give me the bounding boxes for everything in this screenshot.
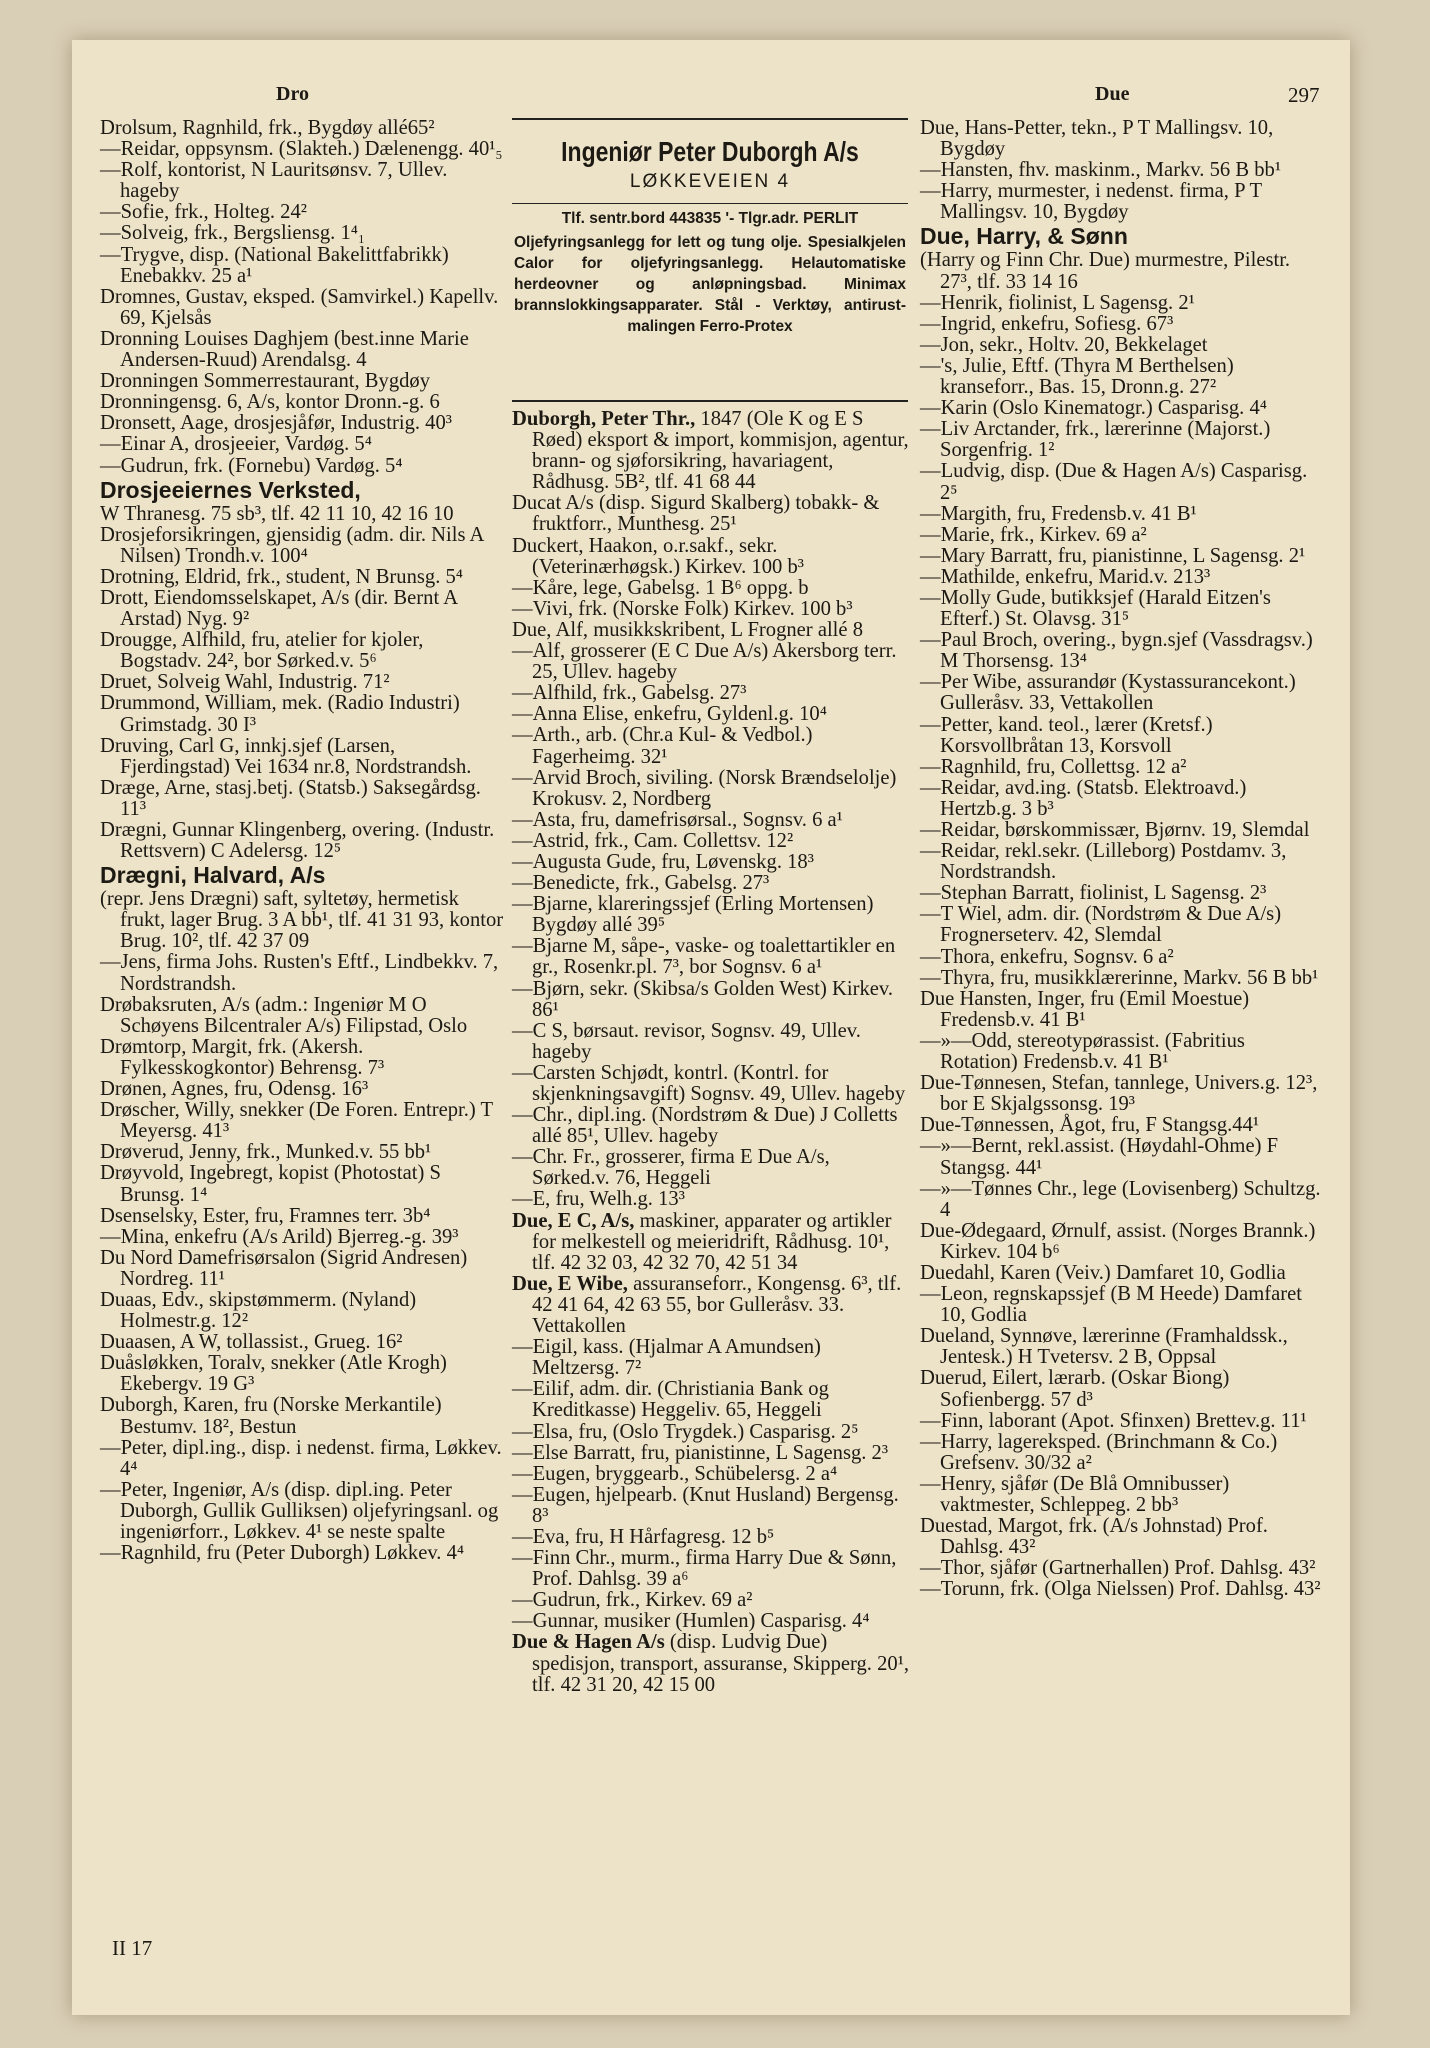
directory-entry: —Ludvig, disp. (Due & Hagen A/s) Casparisg. 2⁵ — [920, 460, 1308, 504]
directory-entry: Duborgh, Peter Thr., 1847 (Ole K og E S Røed) eksport & import, kommisjon, agentur, brann- og sjøforsikring, havariagent, Rådhusg. 5B², tlf. 41 68 44 — [512, 408, 909, 494]
directory-entry: Duedahl, Karen (Veiv.) Damfaret 10, Godlia — [920, 1261, 1286, 1284]
directory-entry: Drønen, Agnes, fru, Odensg. 16³ — [100, 1078, 369, 1101]
directory-entry: Due, E C, A/s, maskiner, apparater og artikler for melkestell og meieridrift, Rådhusg. 10¹, tlf. 42 32 03, 42 32 70, 42 51 34 — [512, 1209, 892, 1274]
directory-entry: —Eilif, adm. dir. (Christiania Bank og Kreditkasse) Heggeliv. 65, Heggeli — [512, 1378, 829, 1422]
entry-bold-name: Due & Hagen A/s — [512, 1631, 665, 1654]
directory-heading: Due, Harry, & Sønn — [920, 223, 1128, 250]
footer-signature: II 17 — [112, 1936, 153, 1960]
directory-entry: —Molly Gude, butikksjef (Harald Eitzen's Efterf.) St. Olavsg. 31⁵ — [920, 586, 1271, 631]
directory-entry: —Else Barratt, fru, pianistinne, L Sagensg. 2³ — [512, 1441, 889, 1464]
directory-entry: —Eigil, kass. (Hjalmar A Amundsen) Meltzersg. 7² — [512, 1336, 821, 1380]
column-3 — [920, 118, 1326, 1600]
directory-entry: —Paul Broch, overing., bygn.sjef (Vassdragsv.) M Thorsensg. 13⁴ — [920, 629, 1313, 673]
directory-entry: Drott, Eiendomsselskapet, A/s (dir. Bernt A Arstad) Nyg. 9² — [100, 586, 457, 631]
directory-entry: —Alfhild, frk., Gabelsg. 27³ — [512, 682, 747, 705]
directory-entry: —Ingrid, enkefru, Sofiesg. 67³ — [920, 312, 1174, 335]
column-1 — [100, 118, 504, 1564]
directory-entry: —Gunnar, musiker (Humlen) Casparisg. 4⁴ — [512, 1610, 870, 1633]
directory-entry: —Chr., dipl.ing. (Nordstrøm & Due) J Colletts allé 85¹, Ullev. hageby — [512, 1104, 898, 1148]
directory-entry: —Trygve, disp. (National Bakelittfabrikk) Enebakkv. 25 a¹ — [100, 243, 449, 287]
directory-entry: Due-Tønnessen, Ågot, fru, F Stangsg.44¹ — [920, 1114, 1260, 1137]
directory-entry: —Ragnhild, fru, Collettsg. 12 a² — [920, 755, 1187, 778]
directory-entry: —Arth., arb. (Chr.a Kul- & Vedbol.) Fagerheimg. 32¹ — [512, 724, 813, 768]
directory-entry: —Eugen, hjelpearb. (Knut Husland) Bergensg. 8³ — [512, 1483, 899, 1527]
directory-entry: —Benedicte, frk., Gabelsg. 27³ — [512, 872, 770, 895]
directory-entry: —Peter, dipl.ing., disp. i nedenst. firma, Løkkev. 4⁴ — [100, 1436, 502, 1480]
directory-entry: —»—Tønnes Chr., lege (Lovisenberg) Schultzg. 4 — [920, 1177, 1321, 1221]
directory-entry: Duaasen, A W, tollassist., Grueg. 16² — [100, 1331, 403, 1354]
directory-entry: —Harry, murmester, i nedenst. firma, P T Mallingsv. 10, Bygdøy — [920, 180, 1262, 224]
directory-entry: —Thora, enkefru, Sognsv. 6 a² — [920, 945, 1174, 968]
directory-entry: —Mathilde, enkefru, Marid.v. 213³ — [920, 565, 1211, 588]
directory-entry: Dueland, Synnøve, lærerinne (Framhaldssk., Jentesk.) H Tvetersv. 2 B, Oppsal — [920, 1325, 1288, 1369]
directory-entry: Duaas, Edv., skipstømmerm. (Nyland) Holmestr.g. 12² — [100, 1288, 417, 1333]
directory-entry: —C S, børsaut. revisor, Sognsv. 49, Ullev. hageby — [512, 1019, 861, 1063]
directory-entry: —Reidar, oppsynsm. (Slakteh.) Dælenengg. 40¹₅ — [100, 138, 503, 161]
directory-entry: —Chr. Fr., grosserer, firma E Due A/s, Sørked.v. 76, Heggeli — [512, 1146, 830, 1190]
directory-entry: Drummond, William, mek. (Radio Industri) Grimstadg. 30 I³ — [100, 692, 460, 736]
directory-entry: —'s, Julie, Eftf. (Thyra M Berthelsen) kranseforr., Bas. 15, Dronn.g. 27² — [920, 354, 1234, 399]
directory-entry: —Henrik, fiolinist, L Sagensg. 2¹ — [920, 291, 1195, 314]
directory-entry: Drøscher, Willy, snekker (De Foren. Entrepr.) T Meyersg. 41³ — [100, 1099, 493, 1143]
ad-address: LØKKEVEIEN 4 — [629, 171, 791, 192]
entry-bold-name: Due, E Wibe, — [512, 1272, 628, 1295]
entry-bold-name: Duborgh, Peter Thr., — [512, 408, 696, 430]
directory-entry: Druving, Carl G, innkj.sjef (Larsen, Fjerdingstad) Vei 1634 nr.8, Nordstrandsh. — [100, 734, 472, 778]
column-2 — [512, 409, 912, 1696]
directory-entry: —Petter, kand. teol., lærer (Kretsf.) Korsvollbråtan 13, Korsvoll — [920, 713, 1213, 757]
directory-entry: Drolsum, Ragnhild, frk., Bygdøy allé65² — [100, 117, 435, 139]
directory-entry: Drægni, Gunnar Klingenberg, overing. (Industr. Rettsvern) C Adelersg. 12⁵ — [100, 819, 495, 863]
directory-entry: —Bjarne M, såpe-, vaske- og toalettartikler en gr., Rosenkr.pl. 7³, bor Sognsv. 6 a¹ — [512, 935, 896, 979]
directory-entry: Duborgh, Karen, fru (Norske Merkantile) Bestumv. 18², Bestun — [100, 1394, 442, 1438]
directory-entry: —Arvid Broch, siviling. (Norsk Brændselolje) Krokusv. 2, Nordberg — [512, 766, 897, 810]
directory-entry: —Mary Barratt, fru, pianistinne, L Sagensg. 2¹ — [920, 544, 1306, 567]
directory-entry: —Einar A, drosjeeier, Vardøg. 5⁴ — [100, 433, 372, 456]
directory-entry: Due, E Wibe, assuranseforr., Kongensg. 6³, tlf. 42 41 64, 42 63 55, bor Gulleråsv. 33. Vettakollen — [512, 1272, 902, 1338]
header-left-guideword: Dro — [276, 83, 309, 105]
directory-entry: —Carsten Schjødt, kontrl. (Kontrl. for skjenkningsavgift) Sognsv. 49, Ullev. hageby — [512, 1061, 906, 1105]
directory-entry: —Reidar, rekl.sekr. (Lilleborg) Postdamv. 3, Nordstrandsh. — [920, 840, 1287, 884]
directory-entry: —Alf, grosserer (E C Due A/s) Akersborg terr. 25, Ullev. hageby — [512, 640, 897, 684]
directory-entry: —Finn, laborant (Apot. Sfinxen) Brettev.g. 11¹ — [920, 1409, 1307, 1432]
directory-entry: —Jon, sekr., Holtv. 20, Bekkelaget — [920, 333, 1208, 356]
directory-entry: —Marie, frk., Kirkev. 69 a² — [920, 523, 1147, 546]
directory-entry: Duåsløkken, Toralv, snekker (Atle Krogh) Ekebergv. 19 G³ — [100, 1352, 447, 1396]
page-number: 297 — [1288, 83, 1320, 107]
header-center-guideword: Due — [1095, 83, 1130, 105]
directory-entry: Dronning Louises Daghjem (best.inne Marie Andersen-Ruud) Arendalsg. 4 — [100, 327, 469, 372]
directory-entry: —Torunn, frk. (Olga Nielssen) Prof. Dahlsg. 43² — [920, 1578, 1321, 1601]
directory-entry: —Sofie, frk., Holteg. 24² — [100, 201, 307, 224]
directory-entry: —Vivi, frk. (Norske Folk) Kirkev. 100 b³ — [512, 597, 853, 620]
directory-entry: Dronningensg. 6, A/s, kontor Dronn.-g. 6 — [100, 391, 440, 414]
directory-entry: —Leon, regnskapssjef (B M Heede) Damfaret 10, Godlia — [920, 1283, 1302, 1327]
entry-bold-name: Due, E C, A/s, — [512, 1209, 635, 1232]
advertisement — [512, 125, 908, 337]
directory-entry: —Hansten, fhv. maskinm., Markv. 56 B bb¹ — [920, 159, 1281, 182]
directory-entry: —Bjarne, klareringssjef (Erling Mortensen) Bygdøy allé 39⁵ — [512, 893, 874, 937]
directory-entry: —Margith, fru, Fredensb.v. 41 B¹ — [920, 502, 1197, 525]
directory-entry: —E, fru, Welh.g. 13³ — [512, 1188, 685, 1211]
directory-entry: Dronsett, Aage, drosjesjåfør, Industrig. 40³ — [100, 412, 452, 435]
directory-entry: —Stephan Barratt, fiolinist, L Sagensg. 2³ — [920, 882, 1267, 905]
directory-entry: Due, Alf, musikkskribent, L Frogner allé 8 — [512, 618, 863, 641]
directory-entry: Dsenselsky, Ester, fru, Framnes terr. 3b⁴ — [100, 1204, 431, 1227]
directory-entry: —»—Odd, stereotypørassist. (Fabritius Rotation) Fredensb.v. 41 B¹ — [920, 1029, 1245, 1074]
directory-entry: Drøbaksruten, A/s (adm.: Ingeniør M O Schøyens Bilcentraler A/s) Filipstad, Oslo — [100, 993, 468, 1037]
directory-entry: Duerud, Eilert, lærarb. (Oskar Biong) Sofienbergg. 57 d³ — [920, 1367, 1230, 1411]
directory-entry: Due-Ødegaard, Ørnulf, assist. (Norges Brannk.) Kirkev. 104 b⁶ — [920, 1219, 1316, 1263]
ad-bottom-rule — [512, 400, 908, 402]
directory-entry: —Bjørn, sekr. (Skibsa/s Golden West) Kirkev. 86¹ — [512, 977, 894, 1021]
directory-entry: —Reidar, børskommissær, Bjørnv. 19, Slemdal — [920, 819, 1310, 841]
directory-entry: Dromnes, Gustav, eksped. (Samvirkel.) Kapellv. 69, Kjelsås — [100, 285, 499, 329]
directory-entry: —Asta, fru, damefrisørsal., Sognsv. 6 a¹ — [512, 808, 843, 831]
directory-entry: (Harry og Finn Chr. Due) murmestre, Pilestr. 27³, tlf. 33 14 16 — [920, 249, 1291, 293]
ad-top-rule — [512, 118, 908, 120]
directory-entry: Drotning, Eldrid, frk., student, N Brunsg. 5⁴ — [100, 565, 463, 588]
directory-entry: (repr. Jens Drægni) saft, syltetøy, hermetisk frukt, lager Brug. 3 A bb¹, tlf. 41 31 93, kontor Brug. 10², tlf. 42 37 09 — [100, 888, 504, 953]
directory-entry: Dræge, Arne, stasj.betj. (Statsb.) Saksegårdsg. 11³ — [100, 776, 481, 820]
directory-entry: —Eva, fru, H Hårfagresg. 12 b⁵ — [512, 1525, 775, 1548]
directory-entry: —Solveig, frk., Bergsliensg. 1⁴₁ — [100, 222, 366, 245]
directory-entry: —Anna Elise, enkefru, Gyldenl.g. 10⁴ — [512, 703, 827, 726]
directory-entry: Druet, Solveig Wahl, Industrig. 71² — [100, 671, 390, 694]
directory-entry: —Augusta Gude, fru, Løvenskg. 18³ — [512, 850, 814, 873]
directory-entry: —Gudrun, frk. (Fornebu) Vardøg. 5⁴ — [100, 454, 403, 477]
directory-entry: Duckert, Haakon, o.r.sakf., sekr. (Veterinærhøgsk.) Kirkev. 100 b³ — [512, 534, 804, 578]
directory-entry: Drøverud, Jenny, frk., Munked.v. 55 bb¹ — [100, 1141, 432, 1164]
directory-entry: —Ragnhild, fru (Peter Duborgh) Løkkev. 4⁴ — [100, 1542, 465, 1565]
directory-entry: Drøyvold, Ingebregt, kopist (Photostat) S Brunsg. 1⁴ — [100, 1162, 441, 1206]
ad-phone: Tlf. sentr.bord 443835 '- Tlgr.adr. PERLIT — [512, 203, 908, 230]
directory-entry: Drougge, Alfhild, fru, atelier for kjoler, Bogstadv. 24², bor Sørked.v. 5⁶ — [100, 629, 424, 673]
directory-entry: —Finn Chr., murm., firma Harry Due & Sønn, Prof. Dahlsg. 39 a⁶ — [512, 1547, 897, 1591]
directory-entry: Due-Tønnesen, Stefan, tannlege, Univers.g. 12³, bor E Skjalgssonsg. 19³ — [920, 1072, 1318, 1116]
directory-entry: —Mina, enkefru (A/s Arild) Bjerreg.-g. 39³ — [100, 1225, 459, 1248]
directory-entry: —Gudrun, frk., Kirkev. 69 a² — [512, 1589, 753, 1612]
directory-entry: Drømtorp, Margit, frk. (Akersh. Fylkesskogkontor) Behrensg. 7³ — [100, 1035, 385, 1079]
directory-heading: Drosjeeiernes Verksted, — [100, 476, 361, 503]
directory-entry: —Henry, sjåfør (De Blå Omnibusser) vaktmester, Schleppeg. 2 bb³ — [920, 1472, 1230, 1516]
directory-entry: Due & Hagen A/s (disp. Ludvig Due) spedisjon, transport, assuranse, Skipperg. 20¹, tlf. 42 31 20, 42 15 00 — [512, 1631, 910, 1696]
directory-entry: —Per Wibe, assurandør (Kystassurancekont.) Gulleråsv. 33, Vettakollen — [920, 671, 1296, 715]
directory-entry: —Peter, Ingeniør, A/s (disp. dipl.ing. Peter Duborgh, Gullik Gulliksen) oljefyringsanl. og ingeniørforr., Løkkev. 4¹ se neste spalte — [100, 1478, 499, 1543]
directory-entry: —Elsa, fru, (Oslo Trygdek.) Casparisg. 2⁵ — [512, 1420, 859, 1443]
directory-entry: —Rolf, kontorist, N Lauritsønsv. 7, Ullev. hageby — [100, 159, 448, 203]
directory-entry: Du Nord Damefrisørsalon (Sigrid Andresen) Nordreg. 11¹ — [100, 1246, 468, 1290]
directory-entry: —T Wiel, adm. dir. (Nordstrøm & Due A/s) Frognerseterv. 42, Slemdal — [920, 903, 1282, 947]
directory-entry: —Liv Arctander, frk., lærerinne (Majorst.) Sorgenfrig. 1² — [920, 418, 1271, 462]
directory-entry: Duestad, Margot, frk. (A/s Johnstad) Prof. Dahlsg. 43² — [920, 1515, 1268, 1559]
ad-title: Ingeniør Peter Duborgh A/s — [561, 136, 859, 167]
directory-entry: Ducat A/s (disp. Sigurd Skalberg) tobakk- & fruktforr., Munthesg. 25¹ — [512, 492, 880, 536]
directory-entry: —Jens, firma Johs. Rusten's Eftf., Lindbekkv. 7, Nordstrandsh. — [100, 951, 499, 995]
directory-entry: —Harry, lagereksped. (Brinchmann & Co.) Grefsenv. 30/32 a² — [920, 1430, 1278, 1474]
directory-heading: Drægni, Halvard, A/s — [100, 862, 326, 889]
directory-entry: W Thranesg. 75 sb³, tlf. 42 11 10, 42 16 10 — [100, 502, 454, 525]
directory-entry: Dronningen Sommerrestaurant, Bygdøy — [100, 370, 431, 393]
directory-entry: —»—Bernt, rekl.assist. (Høydahl-Ohme) F Stangsg. 44¹ — [920, 1135, 1279, 1179]
directory-entry: Drosjeforsikringen, gjensidig (adm. dir. Nils A Nilsen) Trondh.v. 100⁴ — [100, 523, 484, 567]
ad-text: Oljefyringsanlegg for lett og tung olje. Spesialkjelen Calor for oljefyringsanlegg. Helautomatiske herdeovner og anløpningsbad. Minimax brannslokkingsapparater. Stål - Verktøy, antirust-malingen Ferro-Protex — [514, 234, 906, 335]
directory-entry: —Thyra, fru, musikklærerinne, Markv. 56 B bb¹ — [920, 966, 1319, 989]
directory-entry: —Karin (Oslo Kinematogr.) Casparisg. 4⁴ — [920, 397, 1267, 420]
directory-entry: —Eugen, bryggearb., Schübelersg. 2 a⁴ — [512, 1462, 838, 1485]
directory-entry: —Kåre, lege, Gabelsg. 1 B⁶ oppg. b — [512, 576, 809, 599]
directory-entry: Due Hansten, Inger, fru (Emil Moestue) Fredensb.v. 41 B¹ — [920, 987, 1250, 1031]
directory-entry: —Reidar, avd.ing. (Statsb. Elektroavd.) Hertzb.g. 3 b³ — [920, 776, 1247, 820]
directory-entry: Due, Hans-Petter, tekn., P T Mallingsv. 10, Bygdøy — [920, 117, 1274, 161]
directory-entry: —Thor, sjåfør (Gartnerhallen) Prof. Dahlsg. 43² — [920, 1557, 1316, 1580]
directory-entry: —Astrid, frk., Cam. Collettsv. 12² — [512, 829, 794, 852]
